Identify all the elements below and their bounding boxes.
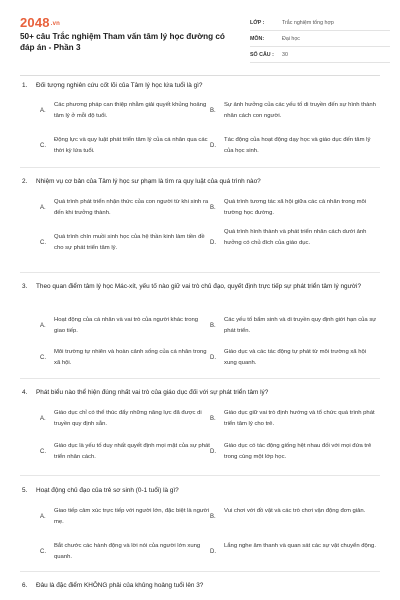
option-letter: A.	[40, 107, 46, 114]
option-letter: B.	[210, 204, 216, 211]
option-letter: A.	[40, 415, 46, 422]
document-title: 50+ câu Trắc nghiệm Tham vấn tâm lý học đường có đáp án - Phần 3	[20, 32, 225, 52]
option-b[interactable]	[210, 315, 385, 337]
question-divider	[20, 475, 380, 476]
document-meta	[250, 15, 390, 63]
meta-label: MÔN:	[250, 35, 265, 42]
option-letter: A.	[40, 204, 46, 211]
option-letter: C.	[40, 548, 46, 555]
option-text: Giao tiếp cảm xúc trực tiếp với người lớn, đặc biệt là người mẹ.	[54, 508, 209, 525]
option-a[interactable]	[40, 197, 210, 219]
option-text: Lắng nghe âm thanh và quan sát các sự vật chuyển động.	[224, 543, 376, 549]
option-text: Tác động của hoạt động dạy học và giáo dục đến tâm lý của học sinh.	[224, 137, 371, 154]
option-a[interactable]	[40, 506, 210, 528]
site-logo[interactable]: 2048.vn	[20, 15, 61, 30]
option-b[interactable]	[210, 100, 385, 122]
question-number: 2.	[22, 178, 28, 185]
question-text: Đối tượng nghiên cứu cốt lõi của Tâm lý học lứa tuổi là gì?	[36, 82, 203, 89]
option-d[interactable]	[210, 227, 385, 259]
option-text: Bắt chước các hành động và lời nói của người lớn xung quanh.	[54, 543, 201, 560]
meta-label: SỐ CÂU :	[250, 51, 274, 58]
option-text: Quá trình tương tác xã hội giữa các cá nhân trong môi trường học đường.	[224, 199, 367, 216]
option-text: Quá trình hình thành và phát triển nhân cách dưới ảnh hưởng có chủ đích của giáo dục.	[224, 229, 367, 246]
option-c[interactable]	[40, 541, 210, 563]
option-letter: A.	[40, 322, 46, 329]
meta-label: LỚP :	[250, 19, 265, 26]
option-text: Hoạt động của cá nhân và vai trò của người khác trong giao tiếp.	[54, 317, 199, 334]
meta-value: Đại học	[282, 35, 300, 42]
question-text: Đâu là đặc điểm KHÔNG phải của khủng hoảng tuổi lên 3?	[36, 582, 204, 589]
option-d[interactable]	[210, 541, 385, 563]
option-letter: C.	[40, 448, 46, 455]
option-c[interactable]	[40, 441, 210, 463]
option-a[interactable]	[40, 100, 210, 122]
option-text: Động lực và quy luật phát triển tâm lý của cá nhân qua các thời kỳ lứa tuổi.	[54, 137, 208, 154]
option-text: Các phương pháp can thiệp nhằm giải quyết khủng hoảng tâm lý ở mỗi độ tuổi.	[54, 102, 207, 119]
option-d[interactable]	[210, 441, 385, 463]
meta-row-class	[250, 15, 390, 31]
option-letter: B.	[210, 513, 216, 520]
meta-row-count	[250, 47, 390, 63]
option-b[interactable]	[210, 197, 385, 219]
option-text: Quá trình phát triển nhận thức của con người từ khi sinh ra đến khi trưởng thành.	[54, 199, 209, 216]
page-header	[0, 0, 400, 66]
question-divider	[20, 167, 380, 168]
option-b[interactable]	[210, 506, 385, 528]
option-d[interactable]	[210, 347, 385, 369]
question-text: Hoạt động chủ đạo của trẻ sơ sinh (0-1 tuổi) là gì?	[36, 487, 179, 494]
option-letter: D.	[210, 448, 216, 455]
question-number: 4.	[22, 389, 28, 396]
option-a[interactable]	[40, 315, 210, 337]
meta-value: Trắc nghiệm tổng hợp	[282, 19, 334, 26]
option-c[interactable]	[40, 232, 210, 254]
meta-value: 30	[282, 51, 288, 58]
header-divider	[20, 75, 380, 76]
option-letter: C.	[40, 239, 46, 246]
option-d[interactable]	[210, 135, 385, 157]
option-text: Quá trình chín muồi sinh học của hệ thần kinh làm tiền đề cho sự phát triển tâm lý.	[54, 234, 205, 251]
question-text: Theo quan điểm tâm lý học Mác-xít, yếu tố nào giữ vai trò chủ đạo, quyết định trực tiếp sự phát triển tâm lý người?	[36, 283, 362, 290]
option-text: Giáo dục là yếu tố duy nhất quyết định mọi mặt của sự phát triển nhân cách.	[54, 443, 210, 460]
option-text: Giáo dục giữ vai trò định hướng và tổ chức quá trình phát triển tâm lý cho trẻ.	[224, 410, 375, 427]
option-letter: D.	[210, 548, 216, 555]
option-text: Vui chơi với đồ vật và các trò chơi vận động đơn giản.	[224, 508, 366, 514]
question-divider	[20, 378, 380, 379]
option-text: Giáo dục có tác động giống hệt nhau đối với mọi đứa trẻ trong cùng một lớp học.	[224, 443, 372, 460]
question-number: 6.	[22, 582, 28, 589]
option-b[interactable]	[210, 408, 385, 430]
meta-row-subject	[250, 31, 390, 47]
question-divider	[20, 571, 380, 572]
option-c[interactable]	[40, 347, 210, 369]
question-text: Nhiệm vụ cơ bản của Tâm lý học sư phạm là tìm ra quy luật của quá trình nào?	[36, 178, 261, 185]
option-text: Môi trường tự nhiên và hoàn cảnh sống của cá nhân trong xã hội.	[54, 349, 207, 366]
question-divider	[20, 272, 380, 273]
option-text: Các yếu tố bẩm sinh và di truyền quy định giới hạn của sự phát triển.	[224, 317, 377, 334]
option-text: Giáo dục và các tác động tự phát từ môi trường xã hội xung quanh.	[224, 349, 367, 366]
option-letter: C.	[40, 142, 46, 149]
question-number: 5.	[22, 487, 28, 494]
option-letter: B.	[210, 415, 216, 422]
option-text: Sự ảnh hưởng của các yếu tố di truyền đến sự hình thành nhân cách con người.	[224, 102, 376, 119]
option-c[interactable]	[40, 135, 210, 157]
option-letter: D.	[210, 239, 216, 246]
option-letter: D.	[210, 354, 216, 361]
option-letter: B.	[210, 107, 216, 114]
option-letter: C.	[40, 354, 46, 361]
question-number: 3.	[22, 283, 28, 290]
option-letter: B.	[210, 322, 216, 329]
option-text: Giáo dục chỉ có thể thúc đẩy những năng lực đã được di truyền quy định sẵn.	[54, 410, 202, 427]
question-number: 1.	[22, 82, 28, 89]
option-letter: A.	[40, 513, 46, 520]
option-letter: D.	[210, 142, 216, 149]
option-a[interactable]	[40, 408, 210, 430]
question-text: Phát biểu nào thể hiện đúng nhất vai trò của giáo dục đối với sự phát triển tâm lý?	[36, 389, 269, 396]
